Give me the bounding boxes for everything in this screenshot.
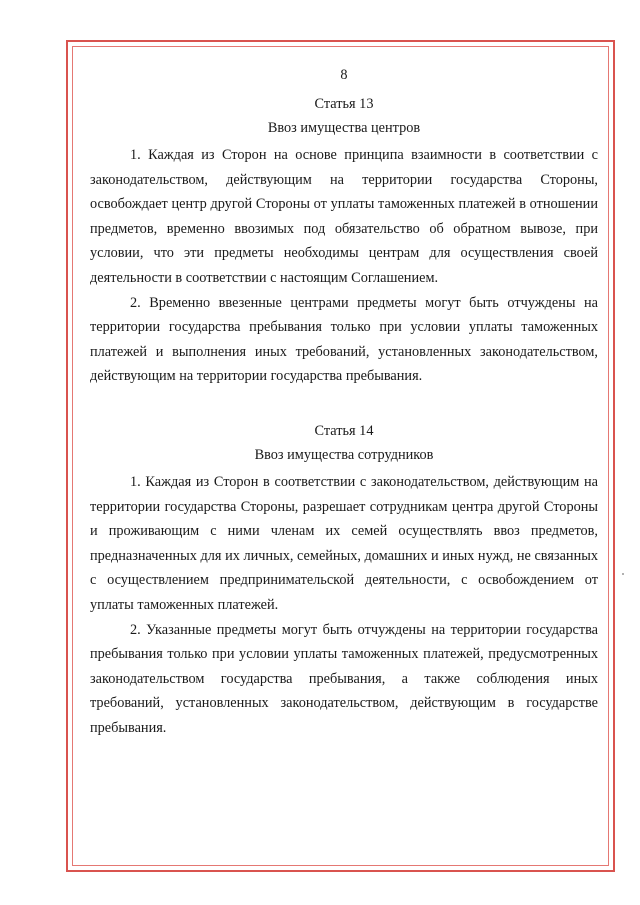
article-paragraph: 2. Временно ввезенные центрами предметы могут быть отчуждены на территории государства пребывания только при условии уплаты таможенных платежей и выполнения иных требований, установленных законодательством, действующим на территории государства пребывания. [90, 294, 598, 385]
scan-speck [622, 573, 624, 575]
article-paragraph: 2. Указанные предметы могут быть отчуждены на территории государства пребывания только при условии уплаты таможенных платежей, предусмотренных законодательством государства пребывания, а также соблюдения иных требований, установленных законодательством, действующим в государстве пребывания. [90, 621, 598, 736]
document-body [90, 62, 598, 740]
article-heading: Ввоз имущества сотрудников [254, 446, 434, 463]
article-14 [90, 419, 598, 741]
article-paragraph: 1. Каждая из Сторон в соответствии с законодательством, действующим на территории государства Стороны, разрешает сотрудникам центра другой Стороны и проживающим с ними членам их семей осуществлять ввоз предметов, предназначенных для их личных, семейных, домашних и иных нужд, не связанных с осуществлением предпринимательской деятельности, с освобождением от уплаты таможенных платежей. [90, 473, 598, 613]
article-title: Статья 14 [314, 422, 374, 439]
article-heading: Ввоз имущества центров [267, 120, 421, 136]
article-paragraph: 1. Каждая из Сторон на основе принципа взаимности в соответствии с законодательством, действующим на территории государства Стороны, освобождает центр другой Стороны от уплаты таможенных платежей в отношении предметов, временно ввозимых под обязательство об обратном вывозе, при условии, что эти предметы необходимы центрам для осуществления своей деятельности в соответствии с настоящим Соглашением. [90, 147, 598, 286]
section-gap [90, 389, 598, 419]
article-title: Статья 13 [314, 96, 374, 112]
page-number: 8 [340, 67, 348, 83]
article-13 [90, 92, 598, 389]
